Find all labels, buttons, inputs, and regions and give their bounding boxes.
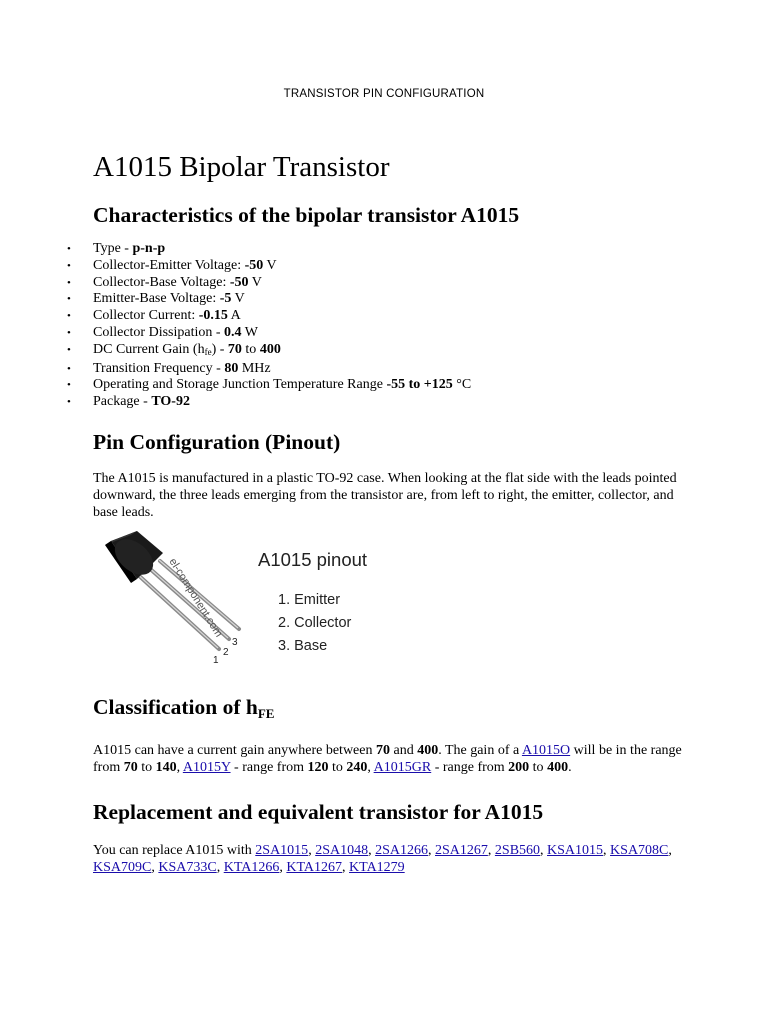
classification-paragraph: A1015 can have a current gain anywhere between 70 and 400. The gain of a A1015O will be in the range from 70 to 140, A1015Y - range from 120 to 240, A1015GR - range from 200 to 400. bbox=[93, 742, 682, 775]
replacement-link[interactable]: KTA1266 bbox=[223, 860, 280, 876]
lead-number: 1 bbox=[213, 654, 219, 666]
list-item: • Collector Current: -0.15 A bbox=[93, 308, 683, 325]
replacement-link[interactable]: KTA1267 bbox=[286, 860, 343, 876]
article bbox=[93, 148, 683, 876]
page-title: A1015 Bipolar Transistor bbox=[93, 151, 390, 183]
pinout-heading: Pin Configuration (Pinout) bbox=[93, 429, 341, 454]
link-a1015gr[interactable]: A1015GR bbox=[373, 759, 432, 775]
pin-label: 2. Collector bbox=[278, 614, 352, 631]
characteristics-list bbox=[93, 241, 683, 411]
list-item: • Emitter-Base Voltage: -5 V bbox=[93, 291, 683, 308]
page-header: TRANSISTOR PIN CONFIGURATION bbox=[283, 88, 485, 100]
watermark: el-component.com bbox=[166, 555, 225, 639]
replacement-link[interactable]: KSA1015 bbox=[547, 842, 604, 858]
lead-number: 2 bbox=[223, 646, 229, 658]
pinout-image bbox=[101, 531, 401, 671]
pinout-image-title: A1015 pinout bbox=[258, 548, 368, 570]
pinout-pin-list bbox=[278, 589, 351, 658]
list-item: • Operating and Storage Junction Temperature Range -55 to +125 °C bbox=[93, 377, 683, 394]
list-item: • Collector Dissipation - 0.4 W bbox=[93, 325, 683, 342]
replacement-heading: Replacement and equivalent transistor for A1015 bbox=[93, 799, 544, 824]
replacement-link[interactable]: 2SA1266 bbox=[375, 842, 428, 858]
list-item: • Package - TO-92 bbox=[93, 394, 683, 411]
link-a1015o[interactable]: A1015O bbox=[521, 742, 571, 758]
replacement-link[interactable]: KSA733C bbox=[158, 860, 217, 876]
pin-label: 3. Base bbox=[278, 637, 328, 654]
replacement-link[interactable]: 2SB560 bbox=[494, 842, 541, 858]
lead-number: 3 bbox=[232, 636, 238, 648]
replacement-link[interactable]: 2SA1267 bbox=[435, 842, 488, 858]
list-item: • DC Current Gain $(h_{fe}) - 70$ to 400 bbox=[93, 342, 683, 361]
list-item: • Type - p-n-p bbox=[93, 241, 683, 258]
pinout-paragraph: The A1015 is manufactured in a plastic TO-92 case. When looking at the flat side with the leads pointed downward, the three leads emerging from the transistor are, from left to right, the emitter, collector, and base leads. bbox=[93, 470, 677, 521]
replacement-link[interactable]: KSA709C bbox=[93, 860, 152, 876]
pin-label: 1. Emitter bbox=[278, 591, 341, 608]
list-item: • Collector-Emitter Voltage: -50 V bbox=[93, 258, 683, 275]
link-a1015y[interactable]: A1015Y bbox=[182, 759, 231, 775]
replacement-link[interactable]: 2SA1015 bbox=[255, 842, 309, 858]
list-item: • Collector-Base Voltage: -50 V bbox=[93, 275, 683, 292]
list-item: • Transition Frequency - 80 MHz bbox=[93, 361, 683, 378]
replacement-link[interactable]: KSA708C bbox=[610, 842, 669, 858]
replacement-link[interactable]: 2SA1048 bbox=[315, 842, 369, 858]
characteristics-heading: Characteristics of the bipolar transistor A1015 bbox=[93, 203, 520, 227]
classification-heading: Classification of $h_{FE}$ bbox=[93, 694, 275, 721]
replacement-paragraph: You can replace A1015 with 2SA1015, 2SA1048, 2SA1266, 2SA1267, 2SB560, KSA1015, KSA708C, KSA709C, KSA733C, KTA1266, KTA1267, KTA1279 bbox=[93, 842, 672, 876]
transistor-illustration bbox=[101, 531, 261, 671]
replacement-link[interactable]: KTA1279 bbox=[349, 860, 405, 876]
